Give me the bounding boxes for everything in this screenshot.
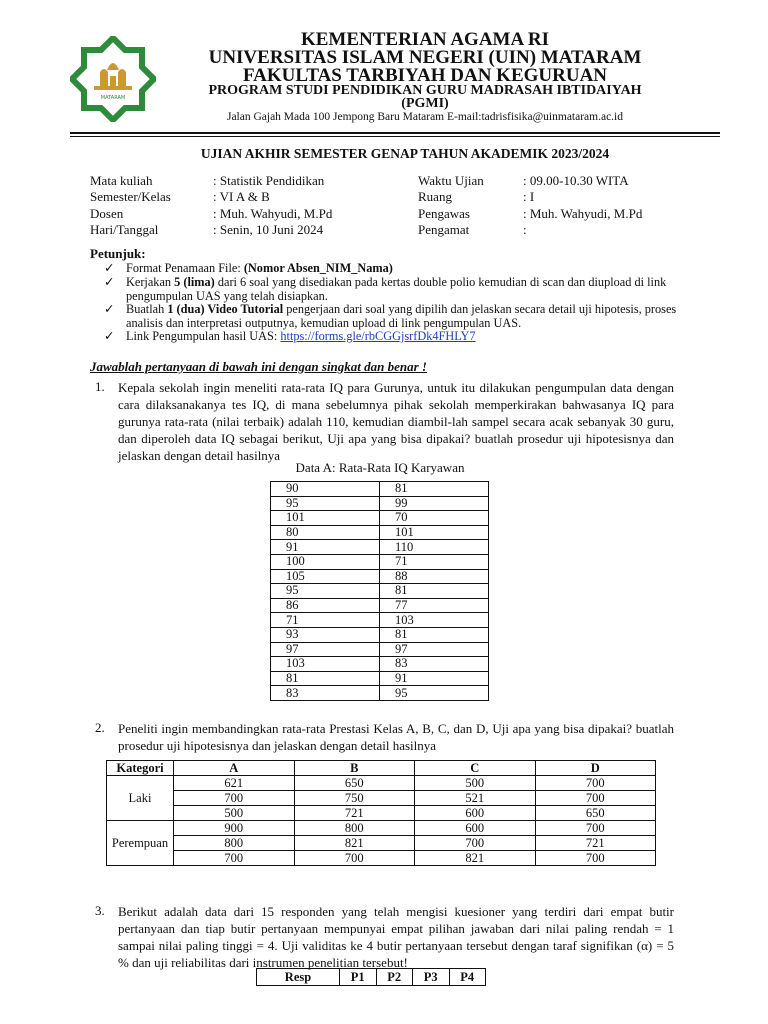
info-label: Pengamat bbox=[418, 222, 470, 237]
question-number: 1. bbox=[95, 379, 105, 394]
table-cell: 100 bbox=[271, 554, 380, 569]
header-program-abbr: (PGMI) bbox=[401, 96, 449, 111]
table-row bbox=[271, 554, 489, 569]
table-cell: 81 bbox=[380, 627, 489, 642]
instruction-item bbox=[104, 275, 667, 303]
instruction-text: Buatlah bbox=[126, 302, 168, 316]
info-value: : Muh. Wahyudi, M.Pd bbox=[213, 206, 333, 221]
instructions-title: Petunjuk: bbox=[90, 246, 146, 261]
table-cell: 800 bbox=[174, 836, 295, 851]
table-cell: 80 bbox=[271, 525, 380, 540]
column-header: D bbox=[535, 761, 656, 776]
uin-mataram-logo bbox=[70, 36, 156, 122]
header-faculty: FAKULTAS TARBIYAH DAN KEGURUAN bbox=[242, 65, 608, 86]
table-row bbox=[107, 851, 656, 866]
table-cell: 95 bbox=[380, 686, 489, 701]
instruction-text: Link Pengumpulan hasil UAS: bbox=[126, 329, 281, 343]
table-cell: 900 bbox=[174, 821, 295, 836]
checkmark-icon: ✓ bbox=[104, 302, 115, 316]
column-header: C bbox=[415, 761, 536, 776]
iq-data-table bbox=[270, 481, 489, 701]
table-cell: 700 bbox=[535, 791, 656, 806]
table-cell: 101 bbox=[380, 525, 489, 540]
table-row bbox=[271, 657, 489, 672]
question-number: 3. bbox=[95, 903, 105, 918]
table-cell: 91 bbox=[380, 671, 489, 686]
group-label: Perempuan bbox=[107, 821, 174, 866]
table-cell: 600 bbox=[415, 821, 536, 836]
info-value: : Statistik Pendidikan bbox=[213, 173, 325, 188]
table-cell: 91 bbox=[271, 540, 380, 555]
info-label: Hari/Tanggal bbox=[90, 222, 159, 237]
info-label: Mata kuliah bbox=[90, 173, 153, 188]
column-header: Resp bbox=[257, 969, 340, 986]
table-cell: 81 bbox=[380, 482, 489, 497]
info-label: Dosen bbox=[90, 206, 124, 221]
group-label: Laki bbox=[107, 776, 174, 821]
table-cell: 97 bbox=[271, 642, 380, 657]
column-header: B bbox=[294, 761, 415, 776]
table-row bbox=[271, 642, 489, 657]
table-row bbox=[107, 836, 656, 851]
table-cell: 95 bbox=[271, 584, 380, 599]
column-header: P1 bbox=[340, 969, 377, 986]
instruction-text: Format Penamaan File: bbox=[126, 261, 244, 275]
table-cell: 105 bbox=[271, 569, 380, 584]
table-cell: 500 bbox=[415, 776, 536, 791]
question-3-text: Berikut adalah data dari 15 responden yang telah mengisi kuesioner yang terdiri dari empat butir pertanyaan dan tiap butir pertanyaan mempunyai empat pilihan jawaban dari nilai paling rendah = 1 sampai nilai paling tinggi = 4. Uji validitas ke 4 butir pertanyaan tersebut dengan taraf signifikan (α) = 5 % dan uji reliabilitas dari instrumen penelitian tersebut! bbox=[118, 904, 674, 970]
table-cell: 721 bbox=[535, 836, 656, 851]
table-cell: 101 bbox=[271, 511, 380, 526]
table-cell: 700 bbox=[174, 851, 295, 866]
prestasi-table bbox=[106, 760, 656, 866]
header-rule-thin bbox=[70, 136, 720, 137]
table-cell: 650 bbox=[535, 806, 656, 821]
table-cell: 97 bbox=[380, 642, 489, 657]
table-cell: 700 bbox=[174, 791, 295, 806]
exam-title: UJIAN AKHIR SEMESTER GENAP TAHUN AKADEMIK 2023/2024 bbox=[200, 146, 610, 161]
table-cell: 700 bbox=[535, 821, 656, 836]
table-cell: 88 bbox=[380, 569, 489, 584]
checkmark-icon: ✓ bbox=[104, 275, 115, 289]
instruction-text: Kerjakan bbox=[126, 275, 175, 289]
table-cell: 99 bbox=[380, 496, 489, 511]
instruction-item bbox=[104, 302, 677, 330]
info-label: Pengawas bbox=[418, 206, 470, 221]
table-row bbox=[271, 496, 489, 511]
logo-text: MATARAM bbox=[100, 95, 126, 101]
table-row bbox=[271, 540, 489, 555]
table-cell: 110 bbox=[380, 540, 489, 555]
table-cell: 700 bbox=[535, 776, 656, 791]
table-cell: 81 bbox=[380, 584, 489, 599]
table-row bbox=[271, 511, 489, 526]
instruction-bold: (Nomor Absen_NIM_Nama) bbox=[243, 261, 393, 275]
table-cell: 500 bbox=[174, 806, 295, 821]
header-address: Jalan Gajah Mada 100 Jempong Baru Mataram E-mail:tadrisfisika@uinmataram.ac.id bbox=[226, 111, 624, 123]
info-value: : Senin, 10 Juni 2024 bbox=[213, 222, 324, 237]
table-row bbox=[271, 613, 489, 628]
table-a-caption: Data A: Rata-Rata IQ Karyawan bbox=[295, 460, 465, 475]
header-ministry: KEMENTERIAN AGAMA RI bbox=[300, 29, 550, 50]
info-value: : VI A & B bbox=[213, 189, 270, 204]
table-cell: 95 bbox=[271, 496, 380, 511]
answer-instruction: Jawablah pertanyaan di bawah ini dengan singkat dan benar ! bbox=[90, 359, 427, 374]
table-cell: 650 bbox=[294, 776, 415, 791]
column-header: Kategori bbox=[107, 761, 174, 776]
table-cell: 700 bbox=[415, 836, 536, 851]
table-row bbox=[271, 671, 489, 686]
table-row bbox=[107, 821, 656, 836]
question-number: 2. bbox=[95, 720, 105, 735]
header-program: PROGRAM STUDI PENDIDIKAN GURU MADRASAH IBTIDAIYAH bbox=[208, 83, 642, 98]
column-header: P4 bbox=[449, 969, 486, 986]
checkmark-icon: ✓ bbox=[104, 261, 115, 275]
kuesioner-table bbox=[256, 968, 486, 986]
table-cell: 700 bbox=[294, 851, 415, 866]
table-cell: 93 bbox=[271, 627, 380, 642]
column-header: P2 bbox=[376, 969, 413, 986]
table-cell: 600 bbox=[415, 806, 536, 821]
info-label: Waktu Ujian bbox=[418, 173, 484, 188]
info-value: : bbox=[523, 222, 527, 237]
table-cell: 103 bbox=[271, 657, 380, 672]
table-cell: 83 bbox=[271, 686, 380, 701]
table-cell: 621 bbox=[174, 776, 295, 791]
info-value: : I bbox=[523, 189, 535, 204]
table-row bbox=[271, 569, 489, 584]
table-row bbox=[271, 525, 489, 540]
column-header: A bbox=[174, 761, 295, 776]
info-value: : 09.00-10.30 WITA bbox=[523, 173, 629, 188]
table-cell: 700 bbox=[535, 851, 656, 866]
column-header: P3 bbox=[413, 969, 450, 986]
table-cell: 821 bbox=[415, 851, 536, 866]
table-cell: 81 bbox=[271, 671, 380, 686]
table-cell: 800 bbox=[294, 821, 415, 836]
table-cell: 71 bbox=[271, 613, 380, 628]
table-cell: 821 bbox=[294, 836, 415, 851]
table-cell: 721 bbox=[294, 806, 415, 821]
table-row bbox=[271, 482, 489, 497]
table-cell: 90 bbox=[271, 482, 380, 497]
info-label: Ruang bbox=[418, 189, 452, 204]
table-cell: 83 bbox=[380, 657, 489, 672]
table-cell: 521 bbox=[415, 791, 536, 806]
table-row bbox=[107, 791, 656, 806]
table-cell: 70 bbox=[380, 511, 489, 526]
table-cell: 103 bbox=[380, 613, 489, 628]
instruction-item bbox=[104, 261, 393, 276]
table-row bbox=[271, 598, 489, 613]
table-row bbox=[271, 584, 489, 599]
checkmark-icon: ✓ bbox=[104, 329, 115, 343]
instruction-bold: 1 (dua) Video Tutorial bbox=[167, 302, 284, 316]
question-2-text: Peneliti ingin membandingkan rata-rata Prestasi Kelas A, B, C, dan D, Uji apa yang bisa dipakai? buatlah prosedur uji hipotesisnya dan jelaskan dengan detail hasilnya bbox=[118, 721, 674, 753]
instruction-text: pengerjaan dari soal yang dipilih dan jelaskan secara detail uji hipotesis, proses analisis dan interpretasi outputnya, kemudian upload di link pengumpulan UAS. bbox=[126, 302, 677, 330]
info-value: : Muh. Wahyudi, M.Pd bbox=[523, 206, 643, 221]
submission-link[interactable]: https://forms.gle/rbCGGjsrfDk4FHLY7 bbox=[280, 329, 476, 343]
header-rule-thick bbox=[70, 132, 720, 134]
header-university: UNIVERSITAS ISLAM NEGERI (UIN) MATARAM bbox=[208, 47, 642, 68]
instruction-text: dari 6 soal yang disediakan pada kertas double polio kemudian di scan dan diupload di link pengumpulan UAS yang telah disiapkan. bbox=[126, 275, 667, 303]
table-row bbox=[271, 627, 489, 642]
info-label: Semester/Kelas bbox=[90, 189, 171, 204]
table-cell: 77 bbox=[380, 598, 489, 613]
table-row bbox=[107, 806, 656, 821]
instruction-item bbox=[104, 329, 476, 344]
table-cell: 86 bbox=[271, 598, 380, 613]
table-cell: 750 bbox=[294, 791, 415, 806]
instruction-bold: 5 (lima) bbox=[174, 275, 215, 289]
table-row bbox=[271, 686, 489, 701]
question-1-text: Kepala sekolah ingin meneliti rata-rata IQ para Gurunya, untuk itu dilakukan pengumpulan data dengan cara dilaksanakanya tes IQ, di mana sebelumnya pihak sekolah memperkirakan bahwasanya IQ para gurunya rata-rata (nilai terbaik) adalah 110, kemudian diambil-lah sampel secara acak sebanyak 30 guru, dan diperoleh data IQ sebagai berikut, Uji apa yang bisa dipakai? buatlah prosedur uji hipotesisnya dan jelaskan dengan detail hasilnya bbox=[118, 380, 674, 463]
table-row bbox=[107, 776, 656, 791]
table-cell: 71 bbox=[380, 554, 489, 569]
